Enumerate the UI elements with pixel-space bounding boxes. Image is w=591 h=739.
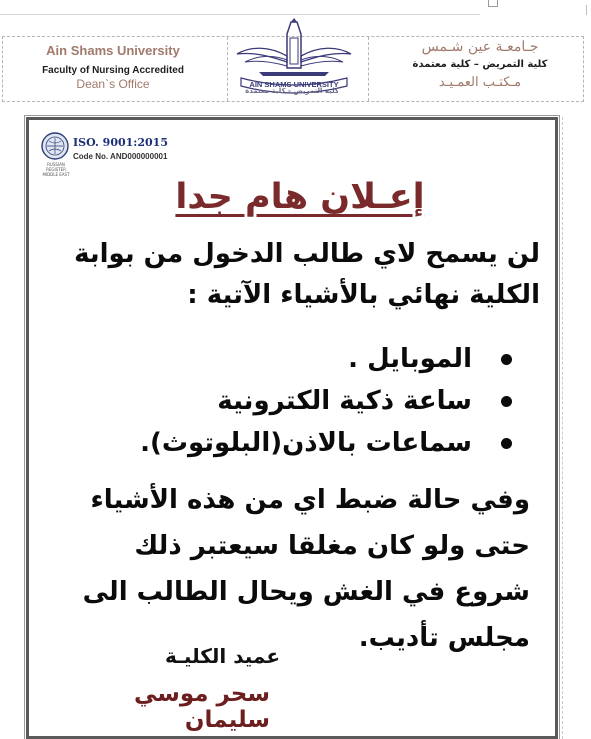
list-item: الموبايل . [40,338,518,380]
margin-guide [562,117,563,739]
page-edge-tick [586,5,587,15]
announcement-warning: وفي حالة ضبط اي من هذه الأشياء حتى ولو كان مغلقا سيعتبر ذلك شروع في الغش ويحال الطالب الى مجلس تأديب. [82,485,530,653]
list-item: سماعات بالاذن(البلوتوث). [40,422,518,464]
letterhead-english [3,37,223,101]
list-item: ساعة ذكية الكترونية [40,380,518,422]
iso-code: Code No. AND000000001 [73,152,168,161]
iso-certification [38,128,238,178]
logo-banner-text: AIN SHAMS UNIVERSITY [249,80,339,89]
office-name-en: Dean`s Office [76,77,150,91]
letterhead-divider [227,37,228,101]
university-name-en: Ain Shams University [46,43,180,58]
university-name-ar: جـامعـة عين شـمس [421,39,539,55]
iso-seal-icon [41,132,69,160]
prohibited-items-list [40,338,518,464]
faculty-name-en: Faculty of Nursing Accredited [42,65,184,76]
iso-standard: ISO. 9001:2015 [73,136,168,149]
signature-role: عميد الكليـة [164,644,280,668]
letterhead-divider [368,37,369,101]
logo-caption-ar: كلية التمريض - كلية معتمدة [245,87,339,95]
announcement-intro: لن يسمح لاي طالب الدخول من بوابة الكلية نهائي بالأشياء الآتية : [74,239,540,310]
iso-registrar: RUSSIAN REGISTER MIDDLE EAST [42,162,70,177]
letterhead-arabic [375,37,585,101]
page-edge-line [0,14,480,15]
office-name-ar: مـكتـب العمـيـد [438,75,522,90]
page-corner-marker [488,0,498,7]
signature-name: سحر موسي سليمان [133,681,270,733]
faculty-name-ar: كلية التمريض – كلية معتمدة [412,59,548,70]
announcement-title: إعـلان هام جدا [175,177,425,217]
